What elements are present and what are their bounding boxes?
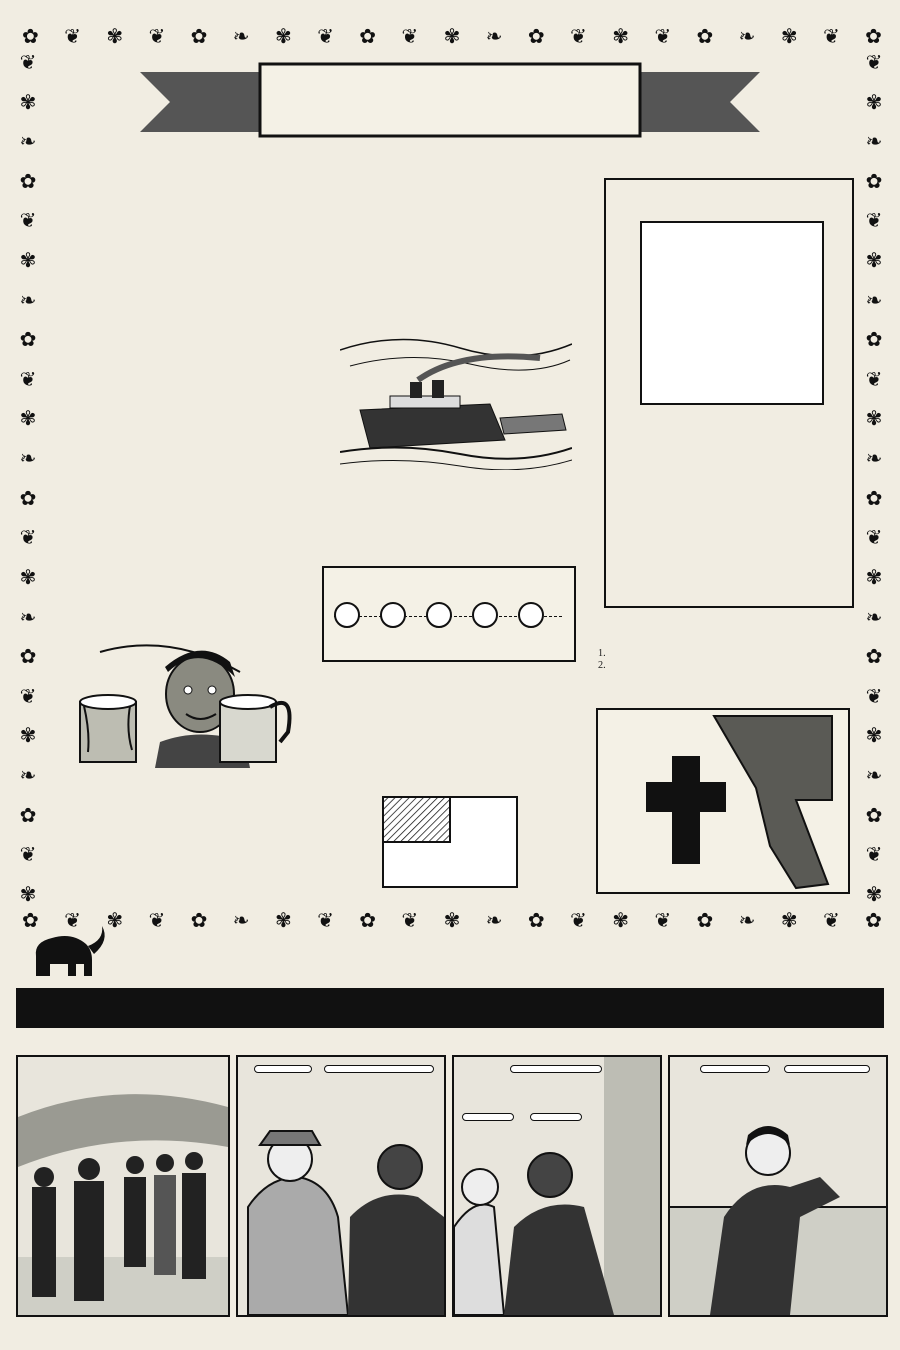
- middle-column-top: [322, 170, 578, 172]
- left-ornament-border: ❦ ✾ ❧ ✿ ❦ ✾ ❧ ✿ ❦ ✾ ❧ ✿ ❦ ✾ ❧ ✿ ❦ ✾ ❧ ✿ ❦ ✾: [19, 50, 37, 906]
- p2-bubble-2: [324, 1065, 434, 1073]
- comic-panel-4: [668, 1055, 888, 1317]
- solution-figure: [596, 708, 850, 894]
- page-title: [292, 72, 612, 134]
- crossword-grid: [640, 221, 824, 405]
- problemes-section: [48, 772, 304, 778]
- crossword-row-numbers: [620, 221, 638, 401]
- comic-panel-1-art: [18, 1057, 228, 1315]
- field-figure: [382, 796, 518, 888]
- comic-panel-2-art: [238, 1057, 444, 1315]
- p4-bubble-1: [700, 1065, 770, 1073]
- p3-bubble-3: [530, 1113, 582, 1121]
- p2-bubble-1: [254, 1065, 312, 1073]
- ad-headline: [16, 988, 884, 1028]
- pions-section: [322, 478, 578, 480]
- comic-panel-4-art: [670, 1057, 886, 1315]
- solution-list: 1. 2.: [598, 648, 606, 671]
- crossword-clues: [612, 408, 844, 420]
- steamship-illustration: [340, 330, 572, 470]
- top-ornament-border: ✿ ❦ ✾ ❦ ✿ ❧ ✾ ❦ ✿ ❦ ✾ ❧ ✿ ❦ ✾ ❦ ✿ ❧ ✾ ❦ ✿: [22, 24, 882, 48]
- champ-section: [322, 680, 578, 682]
- comic-panel-1: [16, 1055, 230, 1317]
- saviez-column: [48, 162, 304, 166]
- pion-1: [334, 602, 360, 628]
- pions-box: [322, 566, 576, 662]
- p4-bubble-2: [784, 1065, 870, 1073]
- comic-panel-3-art: [454, 1057, 660, 1315]
- comic-panel-3: [452, 1055, 662, 1317]
- pion-4: [472, 602, 498, 628]
- pion-3: [426, 602, 452, 628]
- indian-paint-pots-illustration: [60, 632, 300, 768]
- right-ornament-border: ❦ ✾ ❧ ✿ ❦ ✾ ❧ ✿ ❦ ✾ ❧ ✿ ❦ ✾ ❧ ✿ ❦ ✾ ❧ ✿ ❦ ✾: [865, 50, 883, 906]
- bottom-ornament-border: ✿ ❦ ✾ ❦ ✿ ❧ ✾ ❦ ✿ ❦ ✾ ❧ ✿ ❦ ✾ ❦ ✿ ❧ ✾ ❦ ✿: [22, 908, 882, 932]
- comic-panel-2: [236, 1055, 446, 1317]
- pion-2: [380, 602, 406, 628]
- p3-bubble-1: [510, 1065, 602, 1073]
- pion-5: [518, 602, 544, 628]
- elephant-logo: [28, 920, 116, 980]
- p3-bubble-2: [462, 1113, 514, 1121]
